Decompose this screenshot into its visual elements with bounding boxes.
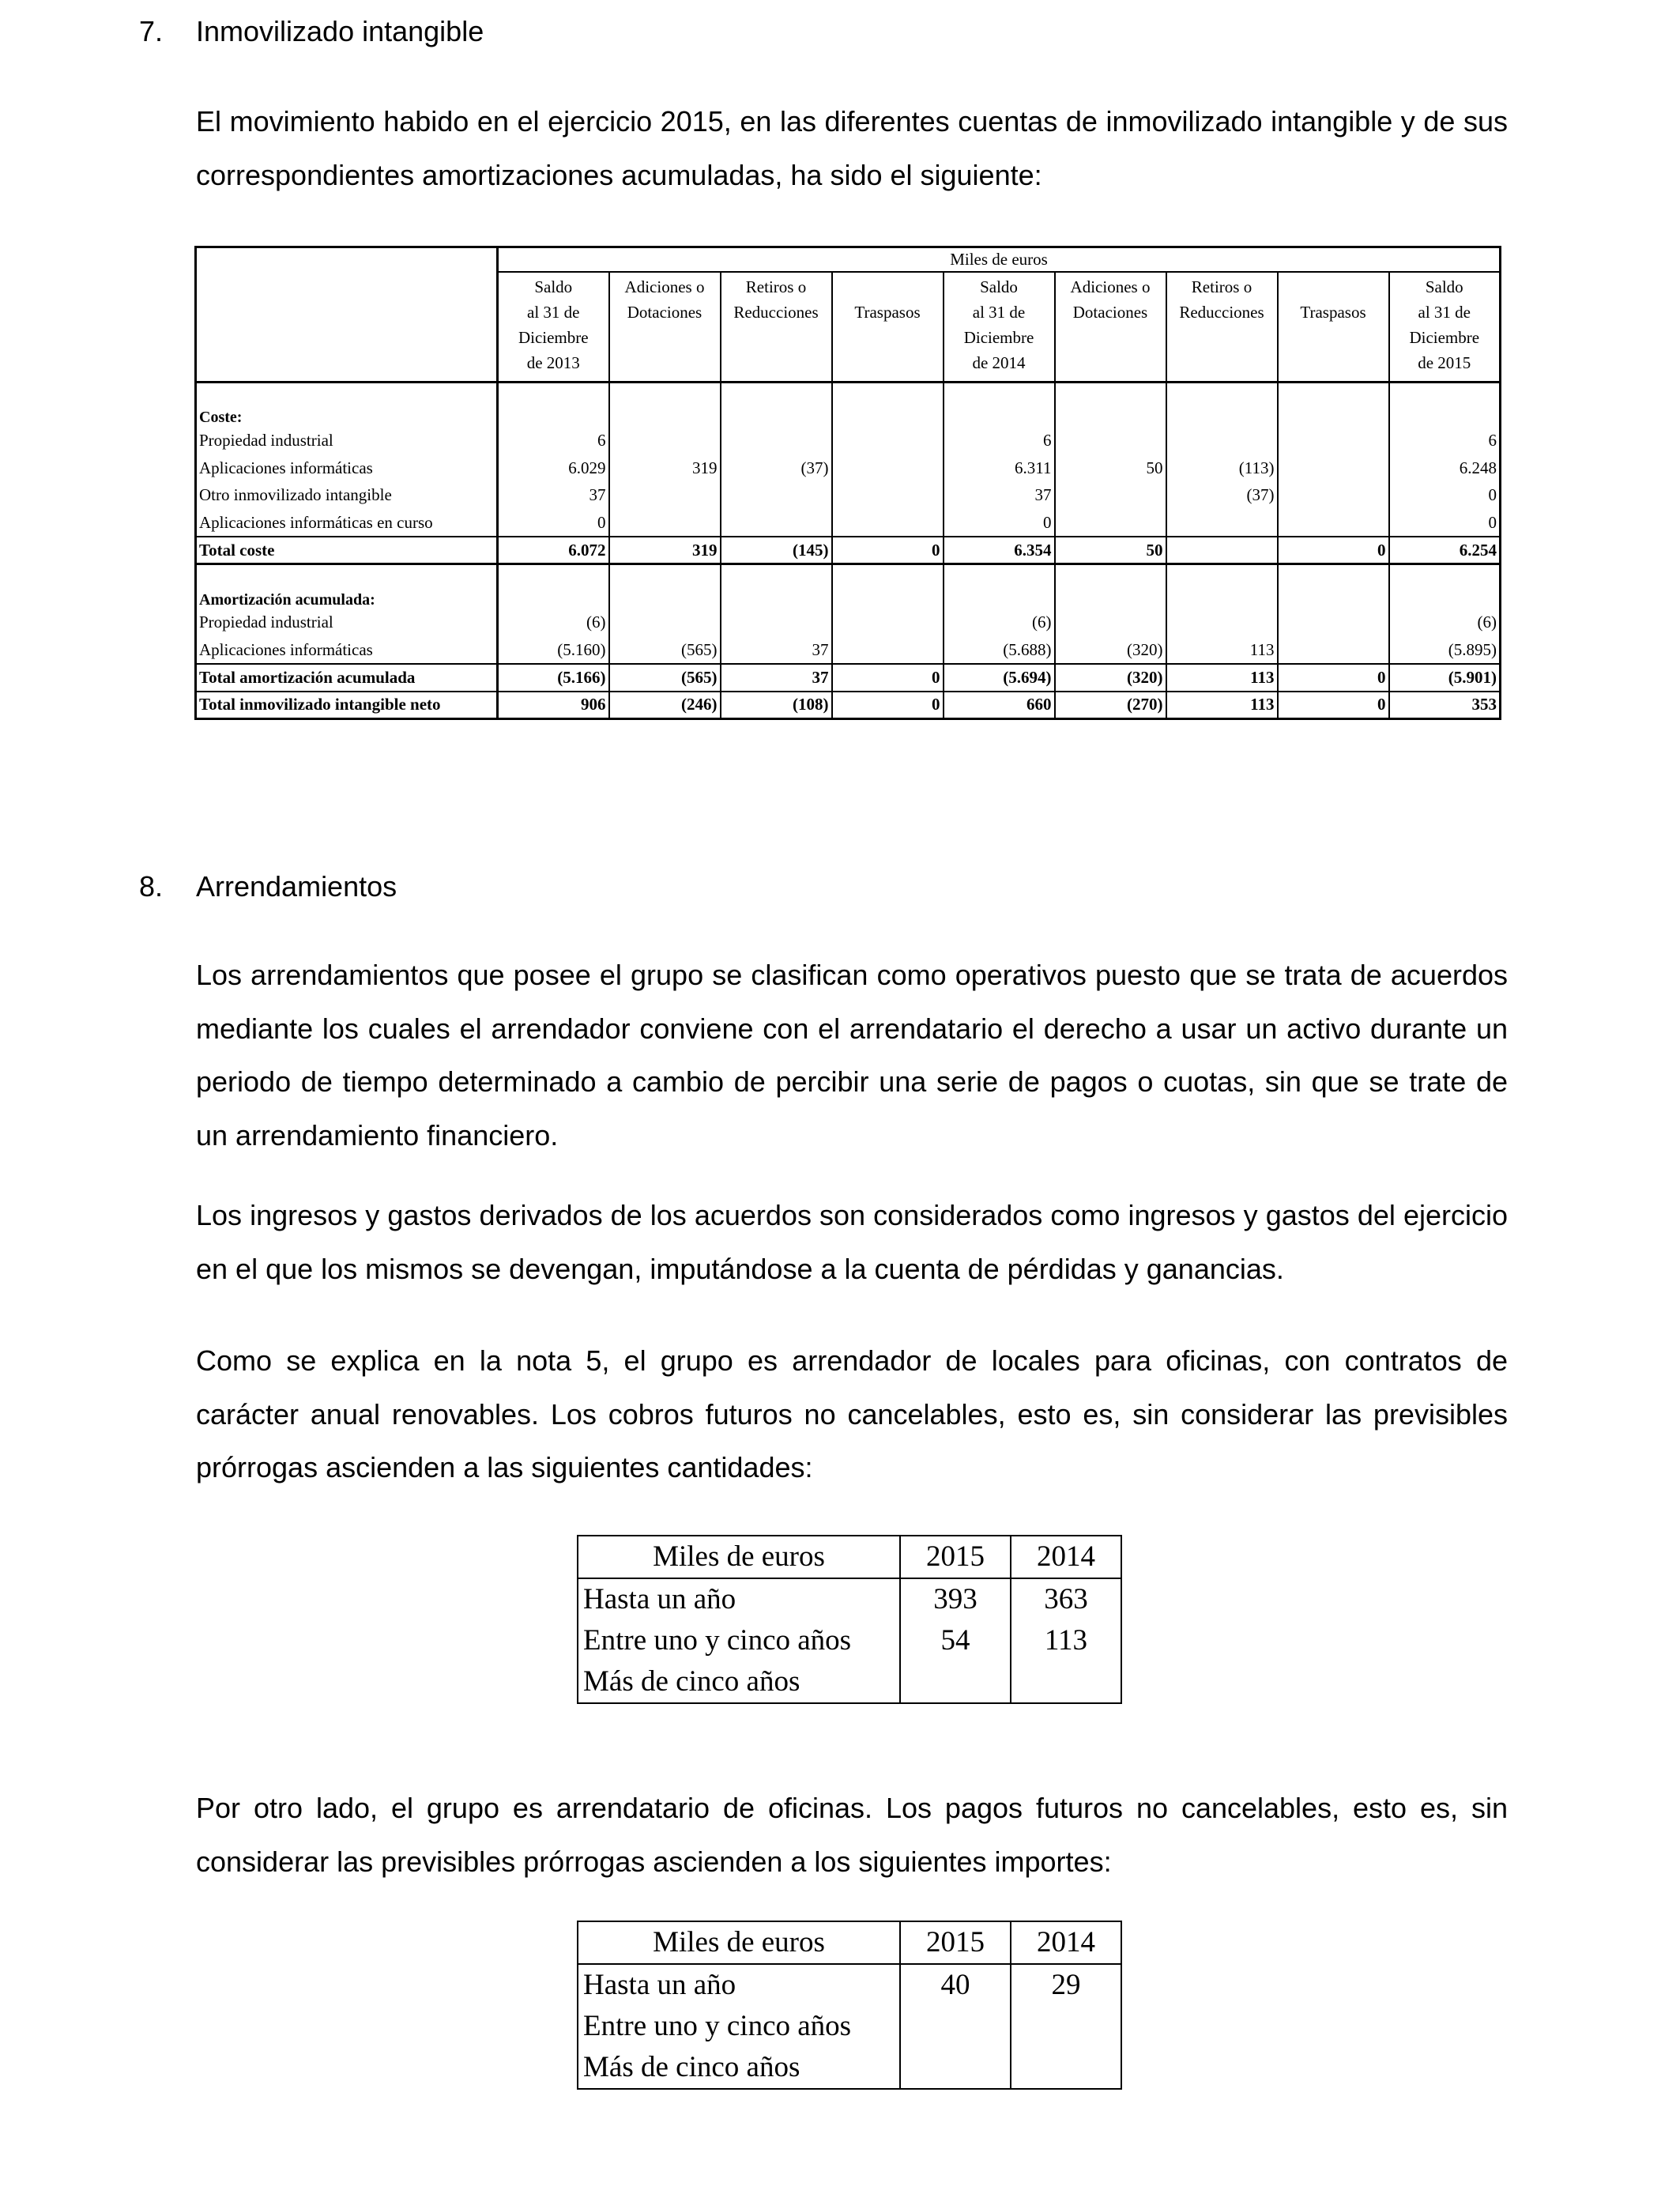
section-label: Coste: — [196, 398, 498, 427]
table-value — [609, 509, 721, 537]
spacer-cell — [498, 564, 609, 581]
column-header-line: al 31 de — [972, 303, 1026, 322]
column-header-line: al 31 de — [527, 303, 580, 322]
table-value: 54 — [900, 1620, 1011, 1661]
table-value — [1278, 509, 1389, 537]
row-label: Hasta un año — [578, 1964, 900, 2006]
row-label: Propiedad industrial — [196, 609, 498, 637]
row-label: Aplicaciones informáticas en curso — [196, 509, 498, 537]
table-value: 363 — [1011, 1578, 1121, 1620]
table-value — [609, 427, 721, 454]
column-header-line: Saldo — [534, 277, 573, 297]
paragraph: Los arrendamientos que posee el grupo se clasifican como operativos puesto que se trata de acuerdos mediante los cuales el arrendador conviene con el arrendatario el derecho a usar un activo durante un periodo de tiempo determinado a cambio de percibir una serie de pagos o cuotas, sin que se trate de un arrendamiento financiero. — [196, 959, 1508, 1152]
table-value: 0 — [1278, 692, 1389, 719]
table-value — [832, 509, 944, 537]
table-value: 50 — [1055, 454, 1166, 482]
row-label: Aplicaciones informáticas — [196, 636, 498, 664]
row-label: Hasta un año — [578, 1578, 900, 1620]
table-value: 40 — [900, 1964, 1011, 2006]
table-cell — [1166, 398, 1278, 427]
table-value: 6.029 — [498, 454, 609, 482]
table-value: 319 — [609, 454, 721, 482]
column-header-line — [1281, 274, 1386, 300]
row-label: Más de cinco años — [578, 2047, 900, 2089]
table-cell — [1389, 398, 1501, 427]
row-label: Aplicaciones informáticas — [196, 454, 498, 482]
spacer-cell — [832, 382, 944, 398]
table-cell — [1278, 581, 1389, 609]
table-value: 113 — [1166, 692, 1278, 719]
column-header — [1278, 272, 1389, 382]
row-label: Total amortización acumulada — [196, 664, 498, 692]
section-label: Amortización acumulada: — [196, 581, 498, 609]
section-7-heading — [139, 14, 771, 49]
column-header-line: Diciembre — [963, 328, 1034, 348]
spacer-cell — [1055, 564, 1166, 581]
table-value: 6 — [944, 427, 1055, 454]
column-header-line: Adiciones o — [624, 277, 705, 297]
column-header — [498, 272, 609, 382]
table-value: (108) — [721, 692, 832, 719]
table-cell — [498, 398, 609, 427]
table-value — [1055, 509, 1166, 537]
spacer-cell — [944, 564, 1055, 581]
table-value: 6.311 — [944, 454, 1055, 482]
lease-payments-table — [577, 1921, 1122, 2090]
table-cell — [1166, 581, 1278, 609]
table-cell — [1389, 581, 1501, 609]
spacer-cell — [1166, 564, 1278, 581]
header-cell: 2014 — [1011, 1536, 1121, 1578]
table-value: (5.160) — [498, 636, 609, 664]
row-label: Propiedad industrial — [196, 427, 498, 454]
column-header-line: Saldo — [980, 277, 1018, 297]
spacer-cell — [1278, 382, 1389, 398]
section-number: 7. — [139, 15, 164, 47]
table-value: 0 — [832, 692, 944, 719]
table-value: (270) — [1055, 692, 1166, 719]
table-cell — [721, 581, 832, 609]
table-value — [609, 609, 721, 637]
column-header-line: al 31 de — [1418, 303, 1471, 322]
table-value — [721, 482, 832, 510]
table-value: 113 — [1166, 636, 1278, 664]
table-value — [1011, 2047, 1121, 2089]
row-label: Total coste — [196, 537, 498, 564]
table-value — [1055, 427, 1166, 454]
table-value: 0 — [1278, 537, 1389, 564]
table-value: 37 — [721, 664, 832, 692]
paragraph: Por otro lado, el grupo es arrendatario de oficinas. Los pagos futuros no cancelables, esto es, sin considerar las previsibles prórrogas ascienden a los siguientes importes: — [196, 1792, 1508, 1878]
table-value: 0 — [1278, 664, 1389, 692]
table-cell — [1055, 581, 1166, 609]
table-value — [1278, 427, 1389, 454]
column-header-line: Dotaciones — [627, 303, 703, 322]
column-header-line: Traspasos — [854, 303, 921, 322]
column-header — [832, 272, 944, 382]
table-value: 50 — [1055, 537, 1166, 564]
table-cell — [609, 398, 721, 427]
section-8-paragraph-3 — [196, 1334, 1508, 1495]
table-value — [832, 427, 944, 454]
table-value: 0 — [498, 509, 609, 537]
table-value — [1055, 609, 1166, 637]
table-value: (6) — [944, 609, 1055, 637]
column-header-line: Dotaciones — [1072, 303, 1148, 322]
table-value — [1278, 609, 1389, 637]
column-header-line — [835, 274, 940, 300]
header-cell: 2014 — [1011, 1921, 1121, 1964]
table-value — [1278, 482, 1389, 510]
table-value: (5.895) — [1389, 636, 1501, 664]
table-value: 660 — [944, 692, 1055, 719]
table-value — [832, 482, 944, 510]
table-value: 37 — [498, 482, 609, 510]
table-value: 0 — [1389, 482, 1501, 510]
table-value: 6.254 — [1389, 537, 1501, 564]
section-7-intro — [196, 95, 1508, 202]
table-value: 6 — [498, 427, 609, 454]
column-header-line: de 2015 — [1418, 353, 1471, 373]
table-value: (5.694) — [944, 664, 1055, 692]
table-value — [832, 454, 944, 482]
table-value: (246) — [609, 692, 721, 719]
table-value — [1166, 537, 1278, 564]
table-value: 37 — [944, 482, 1055, 510]
spacer-cell — [1166, 382, 1278, 398]
table-value: 6.248 — [1389, 454, 1501, 482]
table-value — [1055, 482, 1166, 510]
table-cell — [832, 581, 944, 609]
section-8-paragraph-2 — [196, 1189, 1508, 1295]
column-header — [1389, 272, 1501, 382]
intangible-assets-table — [194, 246, 1501, 720]
table-value: 0 — [1389, 509, 1501, 537]
table-cell — [944, 581, 1055, 609]
table-value: (6) — [498, 609, 609, 637]
table-value: 37 — [721, 636, 832, 664]
section-number: 8. — [139, 870, 164, 903]
table-value — [900, 2047, 1011, 2089]
spacer-cell — [944, 382, 1055, 398]
table-cell — [609, 581, 721, 609]
section-8-paragraph-4 — [196, 1781, 1508, 1888]
spacer-cell — [609, 564, 721, 581]
table-cell — [944, 398, 1055, 427]
column-header-line: Reducciones — [1179, 303, 1264, 322]
header-cell: 2015 — [900, 1536, 1011, 1578]
table-cell — [1055, 398, 1166, 427]
paragraph: El movimiento habido en el ejercicio 2015, en las diferentes cuentas de inmovilizado intangible y de sus correspondientes amortizaciones acumuladas, ha sido el siguiente: — [196, 105, 1508, 191]
table-value — [1166, 427, 1278, 454]
table-value — [721, 509, 832, 537]
lease-receivables-table — [577, 1535, 1122, 1704]
section-title: Inmovilizado intangible — [196, 15, 484, 47]
table-value — [832, 636, 944, 664]
column-header-line: Diciembre — [518, 328, 589, 348]
table-value — [1278, 636, 1389, 664]
table-value — [1166, 609, 1278, 637]
column-header — [609, 272, 721, 382]
table-value — [832, 609, 944, 637]
table-value: 6 — [1389, 427, 1501, 454]
table-value: (37) — [721, 454, 832, 482]
table-value — [900, 2006, 1011, 2047]
table-value — [721, 427, 832, 454]
spacer-cell — [196, 564, 498, 581]
column-header — [1166, 272, 1278, 382]
column-header-line: de 2013 — [526, 353, 580, 373]
table-value: (145) — [721, 537, 832, 564]
table-cell — [1278, 398, 1389, 427]
table-value: (5.688) — [944, 636, 1055, 664]
header-cell: Miles de euros — [578, 1921, 900, 1964]
table-cell — [721, 398, 832, 427]
table-value — [721, 609, 832, 637]
spacer-cell — [721, 564, 832, 581]
table-value: 113 — [1166, 664, 1278, 692]
row-label: Entre uno y cinco años — [578, 1620, 900, 1661]
column-header — [721, 272, 832, 382]
table-value: 393 — [900, 1578, 1011, 1620]
table-value — [1166, 509, 1278, 537]
spacer-cell — [609, 382, 721, 398]
column-header-line: Traspasos — [1300, 303, 1366, 322]
section-8-paragraph-1 — [196, 948, 1508, 1162]
table-value: (565) — [609, 664, 721, 692]
section-8-heading — [139, 869, 771, 904]
table-value — [1278, 454, 1389, 482]
spacer-cell — [498, 382, 609, 398]
table-value — [1011, 2006, 1121, 2047]
table-value: (37) — [1166, 482, 1278, 510]
paragraph: Como se explica en la nota 5, el grupo es arrendador de locales para oficinas, con contratos de carácter anual renovables. Los cobros futuros no cancelables, esto es, sin considerar las previsibles prórrogas ascienden a las siguientes cantidades: — [196, 1344, 1508, 1483]
column-header — [1055, 272, 1166, 382]
paragraph: Los ingresos y gastos derivados de los acuerdos son considerados como ingresos y gastos del ejercicio en el que los mismos se devengan, imputándose a la cuenta de pérdidas y ganancias. — [196, 1199, 1508, 1285]
table-value — [609, 482, 721, 510]
header-cell: 2015 — [900, 1921, 1011, 1964]
table-value: (320) — [1055, 636, 1166, 664]
table-value: (6) — [1389, 609, 1501, 637]
spacer-cell — [1055, 382, 1166, 398]
column-header-line: Retiros o — [745, 277, 807, 297]
table-value — [900, 1661, 1011, 1703]
table-value: 0 — [832, 537, 944, 564]
units-header: Miles de euros — [498, 247, 1501, 273]
table-value: (565) — [609, 636, 721, 664]
spacer-cell — [1389, 382, 1501, 398]
column-header-line: Retiros o — [1191, 277, 1252, 297]
table-value: 906 — [498, 692, 609, 719]
table-value: (5.901) — [1389, 664, 1501, 692]
table-value: (320) — [1055, 664, 1166, 692]
row-label: Total inmovilizado intangible neto — [196, 692, 498, 719]
spacer-cell — [196, 382, 498, 398]
spacer-cell — [832, 564, 944, 581]
table-value: 0 — [832, 664, 944, 692]
table-cell — [498, 581, 609, 609]
header-cell: Miles de euros — [578, 1536, 900, 1578]
row-label: Otro inmovilizado intangible — [196, 482, 498, 510]
spacer-cell — [1389, 564, 1501, 581]
table-cell — [832, 398, 944, 427]
column-header-line: de 2014 — [972, 353, 1026, 373]
column-header — [944, 272, 1055, 382]
row-label: Entre uno y cinco años — [578, 2006, 900, 2047]
table-value: 6.354 — [944, 537, 1055, 564]
section-title: Arrendamientos — [196, 870, 397, 903]
table-value: 0 — [944, 509, 1055, 537]
table-value: 6.072 — [498, 537, 609, 564]
table-value: 353 — [1389, 692, 1501, 719]
row-label: Más de cinco años — [578, 1661, 900, 1703]
column-header-line: Adiciones o — [1070, 277, 1151, 297]
spacer-cell — [721, 382, 832, 398]
table-value: 113 — [1011, 1620, 1121, 1661]
table-value: 29 — [1011, 1964, 1121, 2006]
column-header-line: Reducciones — [733, 303, 819, 322]
table-value — [1011, 1661, 1121, 1703]
column-header-line: Diciembre — [1409, 328, 1480, 348]
table-value: (113) — [1166, 454, 1278, 482]
corner-cell — [196, 247, 498, 383]
spacer-cell — [1278, 564, 1389, 581]
table-value: (5.166) — [498, 664, 609, 692]
column-header-line: Saldo — [1425, 277, 1463, 297]
table-value: 319 — [609, 537, 721, 564]
